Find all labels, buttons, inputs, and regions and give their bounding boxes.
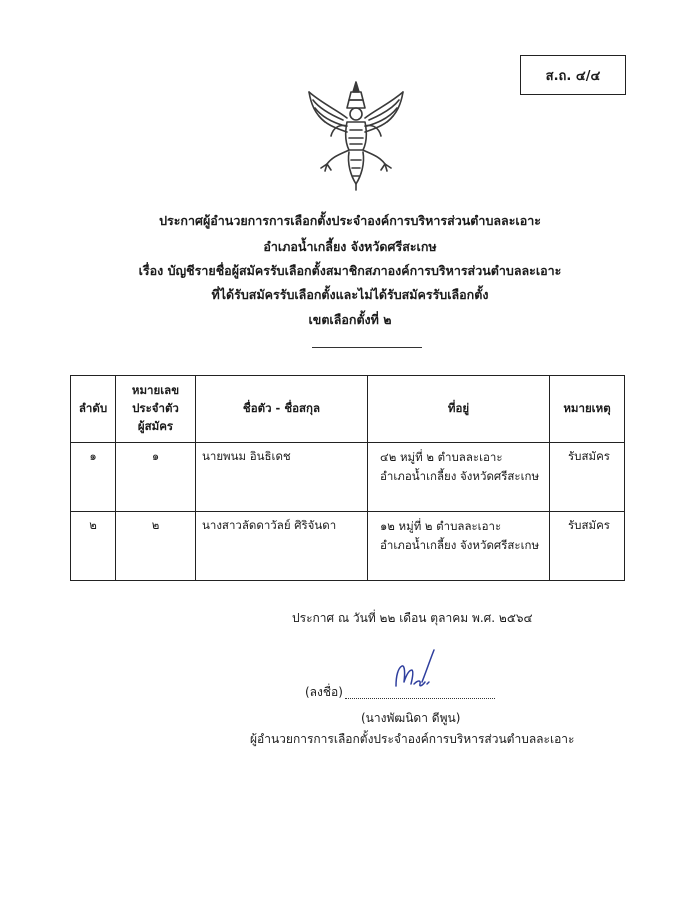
row-address-line1: ๑๒ หมู่ที่ ๒ ตำบลละเอาะ (380, 519, 502, 533)
district-province: อำเภอน้ำเกลี้ยง จังหวัดศรีสะเกษ (263, 239, 437, 254)
row-remark: รับสมัคร (550, 512, 625, 581)
column-header-number-line3: ผู้สมัคร (137, 419, 174, 433)
table-header-row (71, 376, 625, 443)
row-number: ๑ (116, 443, 196, 512)
row-remark: รับสมัคร (550, 443, 625, 512)
row-order: ๑ (71, 443, 116, 512)
garuda-emblem-icon (303, 80, 409, 192)
signature-row (305, 683, 495, 702)
column-header-remark: หมายเหตุ (550, 376, 625, 443)
signature-label: (ลงชื่อ) (305, 685, 343, 699)
row-address (368, 512, 550, 581)
row-order: ๒ (71, 512, 116, 581)
candidate-table (70, 375, 625, 581)
row-number: ๒ (116, 512, 196, 581)
column-header-order: ลำดับ (71, 376, 116, 443)
form-code: ส.ถ. ๔/๔ (545, 68, 601, 84)
row-name: นางสาวลัดดาวัลย์ ศิริจันดา (196, 512, 368, 581)
row-address (368, 443, 550, 512)
table-row (71, 443, 625, 512)
signature-line (345, 698, 495, 699)
signer-name: (นางพัฒนิดา ดีพูน) (361, 711, 461, 725)
table-row (71, 512, 625, 581)
announcement-title: ประกาศผู้อำนวยการการเลือกตั้งประจำองค์การบริหารส่วนตำบลละเอาะ (159, 213, 541, 228)
column-header-number-line1: หมายเลข (131, 383, 180, 397)
column-header-number (116, 376, 196, 443)
row-address-line2: อำเภอน้ำเกลี้ยง จังหวัดศรีสะเกษ (380, 538, 540, 552)
column-header-number-line2: ประจำตัว (132, 401, 179, 415)
signer-position: ผู้อำนวยการการเลือกตั้งประจำองค์การบริหารส่วนตำบลละเอาะ (250, 732, 575, 746)
row-address-line2: อำเภอน้ำเกลี้ยง จังหวัดศรีสะเกษ (380, 469, 540, 483)
subject-line-2: ที่ได้รับสมัครรับเลือกตั้งและไม่ได้รับสมัครรับเลือกตั้ง (211, 287, 489, 302)
column-header-name: ชื่อตัว - ชื่อสกุล (196, 376, 368, 443)
row-address-line1: ๔๒ หมู่ที่ ๒ ตำบลละเอาะ (380, 450, 503, 464)
form-code-box (520, 55, 626, 95)
subject-line: เรื่อง บัญชีรายชื่อผู้สมัครรับเลือกตั้งสมาชิกสภาองค์การบริหารส่วนตำบลละเอาะ (138, 263, 562, 278)
announcement-date: ประกาศ ณ วันที่ ๒๒ เดือน ตุลาคม พ.ศ. ๒๕๖๔ (292, 611, 533, 625)
row-name: นายพนม อินธิเดช (196, 443, 368, 512)
header-divider (312, 347, 422, 348)
electoral-zone: เขตเลือกตั้งที่ ๒ (308, 312, 392, 327)
column-header-address: ที่อยู่ (368, 376, 550, 443)
